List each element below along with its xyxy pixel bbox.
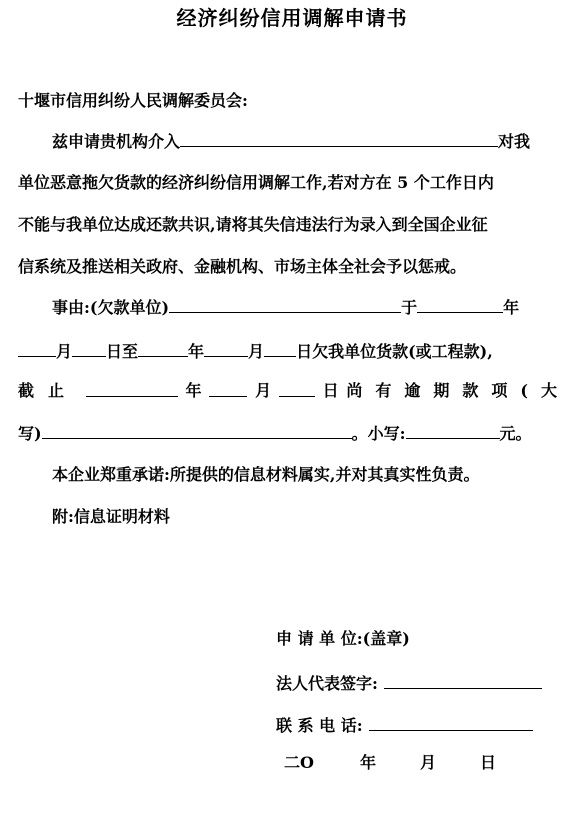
- legal-rep-blank[interactable]: [384, 670, 542, 689]
- reason-line3: 截止 年 月 日 尚有逾期款项(大: [18, 381, 570, 400]
- start-month-blank[interactable]: [18, 340, 56, 357]
- applicant-line: [276, 628, 410, 650]
- commitment: 本企业郑重承诺:所提供的信息材料属实,并对其真实性负责。: [52, 465, 480, 484]
- date-line: [284, 752, 496, 774]
- cutoff-year-blank[interactable]: [86, 380, 178, 397]
- end-year-blank[interactable]: [138, 340, 188, 357]
- attachment: 附:信息证明材料: [52, 507, 170, 526]
- para1-line1: [18, 130, 570, 153]
- cutoff-month-blank[interactable]: [209, 380, 247, 397]
- phone-label: 联 系 电 话:: [276, 716, 363, 735]
- amount-words-blank[interactable]: [42, 422, 352, 439]
- phone-line: [276, 712, 533, 737]
- phone-blank[interactable]: [369, 712, 533, 731]
- start-day-blank[interactable]: [72, 340, 106, 357]
- jiezhi-label: 截止: [18, 381, 79, 400]
- date-month: 月: [419, 753, 436, 772]
- para1-line2: 单位恶意拖欠货款的经济纠纷信用调解工作,若对方在 5 个工作日内: [18, 173, 494, 192]
- date-day: 日: [479, 753, 496, 772]
- para1-line3: 不能与我单位达成还款共识,请将其失信违法行为录入到全国企业征: [18, 215, 488, 234]
- para1-end: 对我: [498, 132, 531, 151]
- date-prefix: 二O: [284, 753, 314, 772]
- overdue-label: 尚有逾期款项(大: [346, 381, 570, 400]
- applicant-label: 申 请 单 位:(盖章): [276, 629, 410, 648]
- start-year-blank[interactable]: [417, 296, 503, 313]
- legal-rep-label: 法人代表签字:: [276, 674, 378, 693]
- reason-line4: 写) 。小写: 元。: [18, 424, 532, 443]
- end-day-blank[interactable]: [264, 340, 296, 357]
- year-label: 年: [503, 298, 520, 317]
- legal-rep-line: [276, 670, 542, 695]
- addressee: 十堰市信用纠纷人民调解委员会:: [18, 91, 248, 110]
- reason-line2: 月 日至 年 月 日欠我单位货款(或工程款),: [18, 340, 570, 363]
- page-title: 经济纠纷信用调解申请书: [176, 6, 408, 30]
- date-year: 年: [359, 753, 376, 772]
- yu-label: 于: [401, 298, 418, 317]
- para1-line4: 信系统及推送相关政府、金融机构、市场主体全社会予以惩戒。: [18, 257, 467, 276]
- reason-label: 事由:(欠款单位): [52, 298, 170, 317]
- para1-start: 兹申请贵机构介入: [52, 132, 181, 151]
- end-month-blank[interactable]: [204, 340, 248, 357]
- amount-figures-blank[interactable]: [406, 422, 500, 439]
- reason-line1: [18, 296, 570, 319]
- cutoff-day-blank[interactable]: [279, 380, 315, 397]
- debtor-blank[interactable]: [169, 296, 401, 313]
- agency-blank[interactable]: [180, 130, 498, 147]
